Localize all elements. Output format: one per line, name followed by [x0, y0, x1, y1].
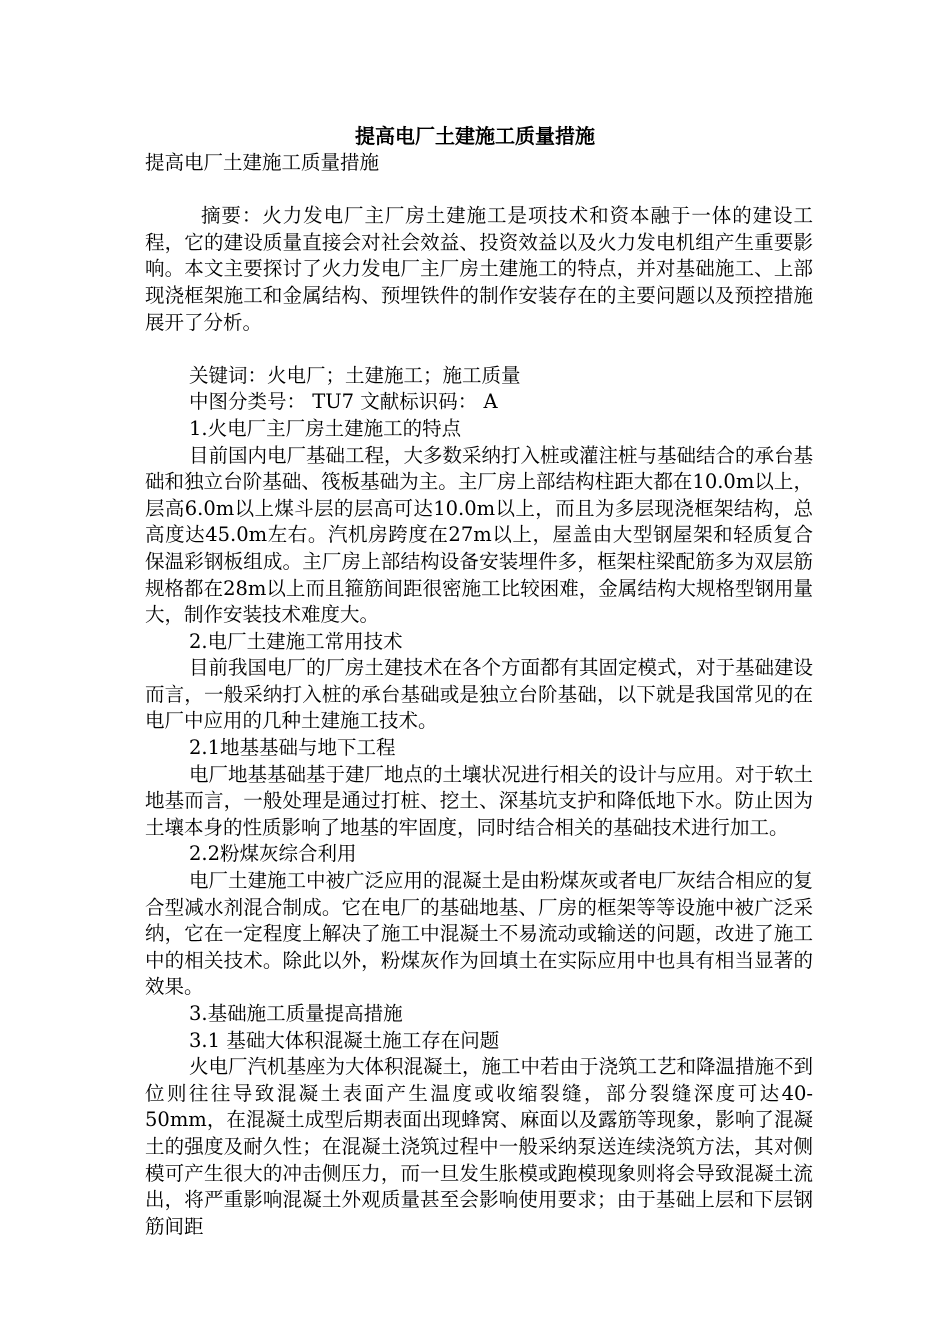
section-heading-2-2: 2.2粉煤灰综合利用 [189, 842, 357, 866]
section-heading-2: 2.电厂土建施工常用技术 [189, 629, 403, 653]
section-heading-2-1: 2.1地基基础与地下工程 [189, 736, 396, 760]
abstract-paragraph: 摘要：火力发电厂主厂房土建施工是项技术和资本融于一体的建设工程，它的建设质量直接会对社会效益、投资效益以及火力发电机组产生重要影响。本文主要探讨了火力发电厂主厂房土建施工的特点，并对基础施工、上部现浇框架施工和金属结构、预埋铁件的制作安装存在的主要问题以及预控措施展开了分析。 [145, 204, 813, 334]
section-heading-1: 1.火电厂主厂房土建施工的特点 [189, 416, 462, 440]
section-2-1-paragraph: 电厂地基基础基于建厂地点的土壤状况进行相关的设计与应用。对于软土地基而言，一般处理是通过打桩、挖土、深基坑支护和降低地下水。防止因为土壤本身的性质影响了地基的牢固度，同时结合相关的基础技术进行加工。 [145, 762, 814, 839]
section-heading-3: 3.基础施工质量提高措施 [189, 1002, 403, 1025]
section-1-paragraph: 目前国内电厂基础工程，大多数采纳打入桩或灌注桩与基础结合的承台基础和独立台阶基础、筏板基础为主。主厂房上部结构柱距大都在10.0m以上，层高6.0m以上煤斗层的层高可达10.0m以上，而且为多层现浇框架结构，总高度达45.0m左右。汽机房跨度在27m以上，屋盖由大型钢屋架和轻质复合保温彩钢板组成。主厂房上部结构设备安装埋件多，框架柱梁配筋多为双层筋规格都在28m以上而且箍筋间距很密施工比较困难，金属结构大规格型钢用量大，制作安装技术难度大。 [145, 443, 814, 627]
keywords-line: 关键词：火电厂；土建施工；施工质量 [189, 363, 521, 387]
document-subtitle: 提高电厂土建施工质量措施 [145, 151, 380, 174]
document-title: 提高电厂土建施工质量措施 [355, 124, 595, 148]
section-2-paragraph: 目前我国电厂的厂房土建技术在各个方面都有其固定模式，对于基础建设而言，一般采纳打入桩的承台基础或是独立台阶基础，以下就是我国常见的在电厂中应用的几种土建施工技术。 [145, 656, 814, 733]
classification-line: 中图分类号： TU7 文献标识码： A [189, 390, 498, 414]
section-heading-3-1: 3.1 基础大体积混凝土施工存在问题 [189, 1028, 500, 1052]
section-2-2-paragraph: 电厂土建施工中被广泛应用的混凝土是由粉煤灰或者电厂灰结合相应的复合型减水剂混合制成。它在电厂的基础地基、厂房的框架等等设施中被广泛采纳，它在一定程度上解决了施工中混凝土不易流动或输送的问题，改进了施工中的相关技术。除此以外，粉煤灰作为回填土在实际应用中也具有相当显著的效果。 [145, 869, 814, 999]
section-3-1-paragraph: 火电厂汽机基座为大体积混凝土，施工中若由于浇筑工艺和降温措施不到位则往往导致混凝土表面产生温度或收缩裂缝，部分裂缝深度可达40-50mm，在混凝土成型后期表面出现蜂窝、麻面以及露筋等现象，影响了混凝土的强度及耐久性；在混凝土浇筑过程中一般采纳泵送连续浇筑方法，其对侧模可产生很大的冲击侧压力，而一旦发生胀模或跑模现象则将会导致混凝土流出，将严重影响混凝土外观质量甚至会影响使用要求；由于基础上层和下层钢筋间距 [145, 1055, 814, 1238]
document-body [145, 150, 813, 1240]
blank-line [145, 336, 813, 363]
blank-line [145, 177, 813, 204]
